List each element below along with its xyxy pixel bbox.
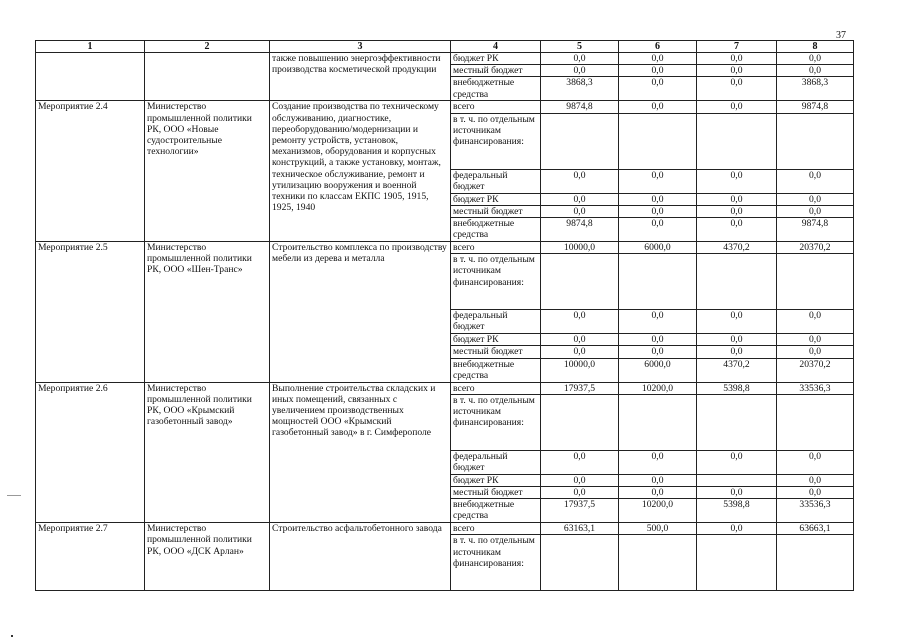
value-v8: 0,0 [777, 346, 854, 358]
value-v7: 5398,8 [697, 382, 777, 394]
value-v8: 0,0 [777, 53, 854, 65]
value-v8: 20370,2 [777, 358, 854, 382]
page-number: 37 [836, 30, 846, 41]
table-row [36, 242, 854, 254]
funding-source: внебюджетные средства [451, 218, 541, 242]
value-v6 [619, 254, 697, 310]
value-v6: 6000,0 [619, 242, 697, 254]
value-v8: 33536,3 [777, 499, 854, 523]
value-v6 [619, 394, 697, 450]
funding-source: внебюджетные средства [451, 358, 541, 382]
value-v7 [697, 474, 777, 486]
value-v7: 0,0 [697, 65, 777, 77]
value-v6: 0,0 [619, 487, 697, 499]
funding-source: всего [451, 523, 541, 535]
value-v6: 0,0 [619, 169, 697, 193]
value-v5: 0,0 [541, 53, 619, 65]
value-v8: 0,0 [777, 450, 854, 474]
value-v6 [619, 535, 697, 591]
value-v8: 9874,8 [777, 101, 854, 113]
value-v8: 33536,3 [777, 382, 854, 394]
value-v5 [541, 113, 619, 169]
table-row [36, 523, 854, 535]
financing-table [35, 40, 854, 591]
col-header-3: 3 [270, 41, 451, 53]
table-row [36, 382, 854, 394]
value-v5: 17937,5 [541, 382, 619, 394]
funding-source: всего [451, 382, 541, 394]
funding-source: бюджет РК [451, 53, 541, 65]
value-v5: 17937,5 [541, 499, 619, 523]
table-row [36, 101, 854, 113]
funding-source: внебюджетные средства [451, 77, 541, 101]
value-v8: 0,0 [777, 487, 854, 499]
measure-name: Мероприятие 2.7 [36, 523, 145, 591]
measure-description: Строительство комплекса по производству мебели из дерева и металла [270, 242, 451, 383]
value-v7: 0,0 [697, 53, 777, 65]
value-v7: 0,0 [697, 218, 777, 242]
value-v8: 0,0 [777, 205, 854, 217]
funding-source: в т. ч. по отдельным источникам финансирования: [451, 394, 541, 450]
value-v5: 3868,3 [541, 77, 619, 101]
measure-description: Создание производства по техническому обслуживанию, диагностике, переоборудованию/модернизации и ремонту устройств, установок, механизмов, оборудования и корпусных конструкций, а также установку, монтаж, техническое обслуживание, ремонт и утилизацию вооружения и военной техники по классам ЕКПС 1905, 1915, 1925, 1940 [270, 101, 451, 242]
value-v7: 0,0 [697, 346, 777, 358]
funding-source: внебюджетные средства [451, 499, 541, 523]
value-v7 [697, 113, 777, 169]
funding-source: в т. ч. по отдельным источникам финансирования: [451, 254, 541, 310]
col-header-8: 8 [777, 41, 854, 53]
value-v8: 3868,3 [777, 77, 854, 101]
value-v5: 0,0 [541, 65, 619, 77]
value-v6: 0,0 [619, 205, 697, 217]
col-header-1: 1 [36, 41, 145, 53]
value-v6: 0,0 [619, 193, 697, 205]
value-v7 [697, 254, 777, 310]
value-v8: 9874,8 [777, 218, 854, 242]
value-v8: 0,0 [777, 474, 854, 486]
funding-source: бюджет РК [451, 193, 541, 205]
value-v6: 0,0 [619, 101, 697, 113]
funding-source: местный бюджет [451, 205, 541, 217]
value-v5: 0,0 [541, 169, 619, 193]
col-header-6: 6 [619, 41, 697, 53]
value-v5: 9874,8 [541, 218, 619, 242]
measure-description: также повышению энергоэффективности производства косметической продукции [270, 53, 451, 101]
value-v5 [541, 535, 619, 591]
value-v5: 0,0 [541, 334, 619, 346]
value-v5: 0,0 [541, 474, 619, 486]
funding-source: бюджет РК [451, 334, 541, 346]
funding-source: в т. ч. по отдельным источникам финансирования: [451, 113, 541, 169]
executor: Министерство промышленной политики РК, ООО «Шен-Транс» [145, 242, 270, 383]
executor: Министерство промышленной политики РК, ООО «ДСК Арлан» [145, 523, 270, 591]
value-v8: 0,0 [777, 65, 854, 77]
value-v7: 0,0 [697, 77, 777, 101]
value-v6: 0,0 [619, 346, 697, 358]
value-v6: 0,0 [619, 77, 697, 101]
value-v7: 4370,2 [697, 242, 777, 254]
value-v6: 10200,0 [619, 382, 697, 394]
value-v5: 63163,1 [541, 523, 619, 535]
value-v6: 500,0 [619, 523, 697, 535]
value-v5: 0,0 [541, 450, 619, 474]
measure-name [36, 53, 145, 101]
value-v7 [697, 535, 777, 591]
funding-source: местный бюджет [451, 65, 541, 77]
value-v7: 0,0 [697, 169, 777, 193]
measure-description: Выполнение строительства складских и иных помещений, связанных с увеличением производственных мощностей ООО «Крымский газобетонный завод» в г. Симферополе [270, 382, 451, 523]
executor: Министерство промышленной политики РК, ООО «Крымский газобетонный завод» [145, 382, 270, 523]
value-v6: 0,0 [619, 218, 697, 242]
value-v7: 0,0 [697, 523, 777, 535]
col-header-2: 2 [145, 41, 270, 53]
value-v5: 0,0 [541, 310, 619, 334]
funding-source: в т. ч. по отдельным источникам финансирования: [451, 535, 541, 591]
value-v6: 6000,0 [619, 358, 697, 382]
value-v8 [777, 535, 854, 591]
col-header-5: 5 [541, 41, 619, 53]
value-v5: 0,0 [541, 205, 619, 217]
funding-source: всего [451, 242, 541, 254]
funding-source: федеральный бюджет [451, 169, 541, 193]
measure-name: Мероприятие 2.4 [36, 101, 145, 242]
value-v5: 10000,0 [541, 242, 619, 254]
scan-dot [11, 635, 13, 637]
value-v8 [777, 113, 854, 169]
value-v5 [541, 394, 619, 450]
measure-name: Мероприятие 2.5 [36, 242, 145, 383]
value-v7: 0,0 [697, 310, 777, 334]
executor: Министерство промышленной политики РК, ООО «Новые судостроительные технологии» [145, 101, 270, 242]
col-header-4: 4 [451, 41, 541, 53]
funding-source: местный бюджет [451, 346, 541, 358]
value-v6: 0,0 [619, 334, 697, 346]
value-v6 [619, 113, 697, 169]
value-v6: 0,0 [619, 53, 697, 65]
value-v7: 4370,2 [697, 358, 777, 382]
value-v6: 10200,0 [619, 499, 697, 523]
table-row [36, 53, 854, 65]
value-v6: 0,0 [619, 474, 697, 486]
executor [145, 53, 270, 101]
value-v8 [777, 394, 854, 450]
value-v8: 63663,1 [777, 523, 854, 535]
value-v7 [697, 394, 777, 450]
value-v7: 0,0 [697, 334, 777, 346]
value-v5: 0,0 [541, 487, 619, 499]
funding-source: всего [451, 101, 541, 113]
value-v8: 20370,2 [777, 242, 854, 254]
value-v6: 0,0 [619, 65, 697, 77]
col-header-7: 7 [697, 41, 777, 53]
value-v5: 0,0 [541, 346, 619, 358]
value-v5: 0,0 [541, 193, 619, 205]
value-v7: 0,0 [697, 101, 777, 113]
funding-source: бюджет РК [451, 474, 541, 486]
value-v6: 0,0 [619, 310, 697, 334]
value-v5 [541, 254, 619, 310]
value-v7: 5398,8 [697, 499, 777, 523]
value-v7: 0,0 [697, 487, 777, 499]
value-v7: 0,0 [697, 450, 777, 474]
value-v8: 0,0 [777, 310, 854, 334]
measure-name: Мероприятие 2.6 [36, 382, 145, 523]
scan-mark [7, 495, 21, 496]
value-v7: 0,0 [697, 205, 777, 217]
value-v7: 0,0 [697, 193, 777, 205]
value-v8: 0,0 [777, 334, 854, 346]
value-v8: 0,0 [777, 193, 854, 205]
header-row [36, 41, 854, 53]
value-v6: 0,0 [619, 450, 697, 474]
funding-source: федеральный бюджет [451, 450, 541, 474]
value-v8 [777, 254, 854, 310]
measure-description: Строительство асфальтобетонного завода [270, 523, 451, 591]
value-v5: 10000,0 [541, 358, 619, 382]
funding-source: местный бюджет [451, 487, 541, 499]
value-v8: 0,0 [777, 169, 854, 193]
value-v5: 9874,8 [541, 101, 619, 113]
funding-source: федеральный бюджет [451, 310, 541, 334]
